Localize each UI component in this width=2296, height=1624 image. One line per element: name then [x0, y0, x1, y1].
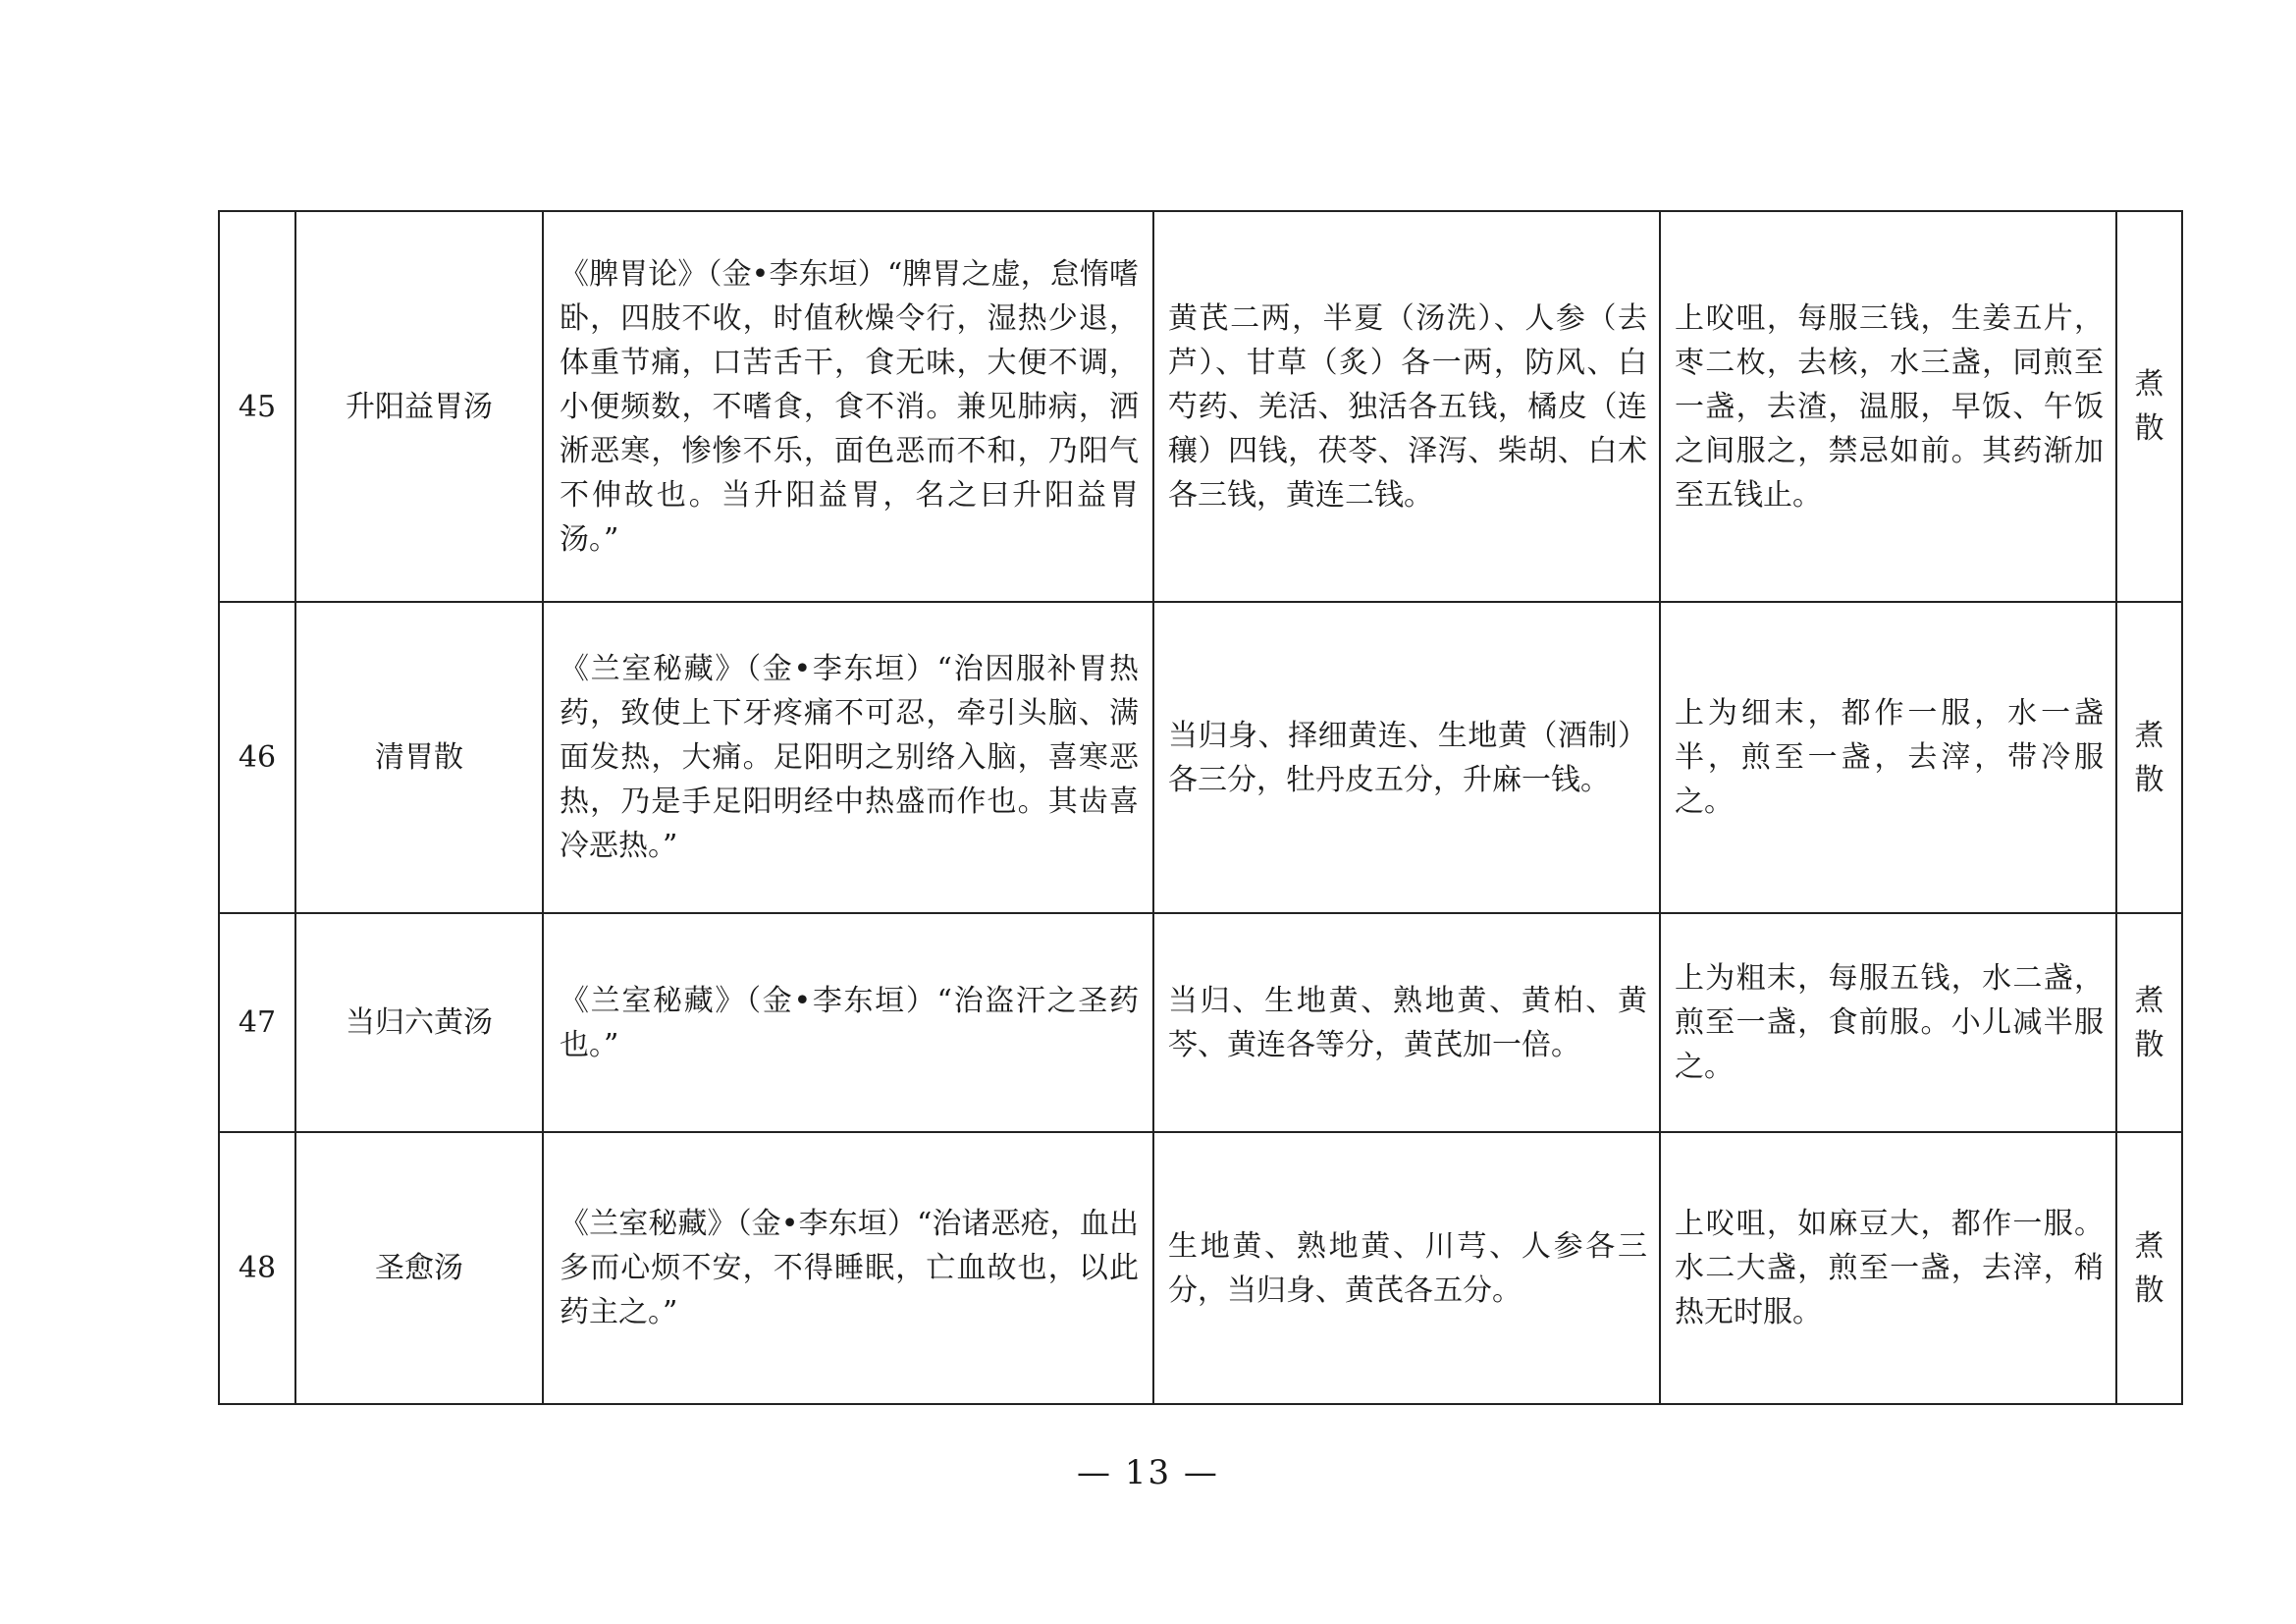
table-row: [219, 1132, 2182, 1404]
formula-table: [218, 210, 2183, 1405]
dosage-form-char-1: 煮: [2134, 718, 2164, 753]
dosage-form: [2116, 602, 2182, 913]
composition-text: 当归、生地黄、熟地黄、黄柏、黄芩、黄连各等分，黄芪加一倍。: [1153, 913, 1660, 1132]
source-text: 《兰室秘藏》（金•李东垣）“治诸恶疮，血出多而心烦不安，不得睡眠，亡血故也，以此药主之。”: [543, 1132, 1153, 1404]
dosage-form-char-1: 煮: [2134, 983, 2164, 1018]
dosage-form-char-2: 散: [2134, 1027, 2164, 1062]
row-number: 46: [219, 602, 295, 913]
composition-text: 黄芪二两，半夏（汤洗）、人参（去芦）、甘草（炙）各一两，防风、白芍药、羌活、独活各五钱，橘皮（连穰）四钱，茯苓、泽泻、柴胡、白术各三钱，黄连二钱。: [1153, 211, 1660, 602]
dosage-form-char-1: 煮: [2134, 367, 2164, 402]
preparation-text: 上㕮咀，每服三钱，生姜五片，枣二枚，去核，水三盏，同煎至一盏，去渣，温服，早饭、午饭之间服之，禁忌如前。其药渐加至五钱止。: [1660, 211, 2116, 602]
table-row: [219, 602, 2182, 913]
preparation-text: 上为粗末，每服五钱，水二盏，煎至一盏，食前服。小儿减半服之。: [1660, 913, 2116, 1132]
formula-name: 升阳益胃汤: [295, 211, 543, 602]
formula-name: 当归六黄汤: [295, 913, 543, 1132]
table-row: [219, 913, 2182, 1132]
source-text: 《脾胃论》（金•李东垣）“脾胃之虚，怠惰嗜卧，四肢不收，时值秋燥令行，湿热少退，体重节痛，口苦舌干，食无味，大便不调，小便频数，不嗜食，食不消。兼见肺病，洒淅恶寒，惨惨不乐，面色恶而不和，乃阳气不伸故也。当升阳益胃，名之曰升阳益胃汤。”: [543, 211, 1153, 602]
composition-text: 生地黄、熟地黄、川芎、人参各三分，当归身、黄芪各五分。: [1153, 1132, 1660, 1404]
page-number: — 13 —: [1077, 1453, 1219, 1492]
composition-text: 当归身、择细黄连、生地黄（酒制）各三分，牡丹皮五分，升麻一钱。: [1153, 602, 1660, 913]
dosage-form-char-1: 煮: [2134, 1228, 2164, 1264]
row-number: 45: [219, 211, 295, 602]
preparation-text: 上为细末，都作一服，水一盏半，煎至一盏，去滓，带冷服之。: [1660, 602, 2116, 913]
dosage-form-char-2: 散: [2134, 411, 2164, 446]
row-number: 47: [219, 913, 295, 1132]
dosage-form: [2116, 913, 2182, 1132]
source-text: 《兰室秘藏》（金•李东垣）“治盗汗之圣药也。”: [543, 913, 1153, 1132]
table-row: [219, 211, 2182, 602]
formula-name: 圣愈汤: [295, 1132, 543, 1404]
formula-name: 清胃散: [295, 602, 543, 913]
dosage-form: [2116, 1132, 2182, 1404]
source-text: 《兰室秘藏》（金•李东垣）“治因服补胃热药，致使上下牙疼痛不可忍，牵引头脑、满面发热，大痛。足阳明之别络入脑，喜寒恶热，乃是手足阳明经中热盛而作也。其齿喜冷恶热。”: [543, 602, 1153, 913]
row-number: 48: [219, 1132, 295, 1404]
dosage-form-char-2: 散: [2134, 762, 2164, 797]
preparation-text: 上㕮咀，如麻豆大，都作一服。水二大盏，煎至一盏，去滓，稍热无时服。: [1660, 1132, 2116, 1404]
dosage-form: [2116, 211, 2182, 602]
dosage-form-char-2: 散: [2134, 1272, 2164, 1308]
